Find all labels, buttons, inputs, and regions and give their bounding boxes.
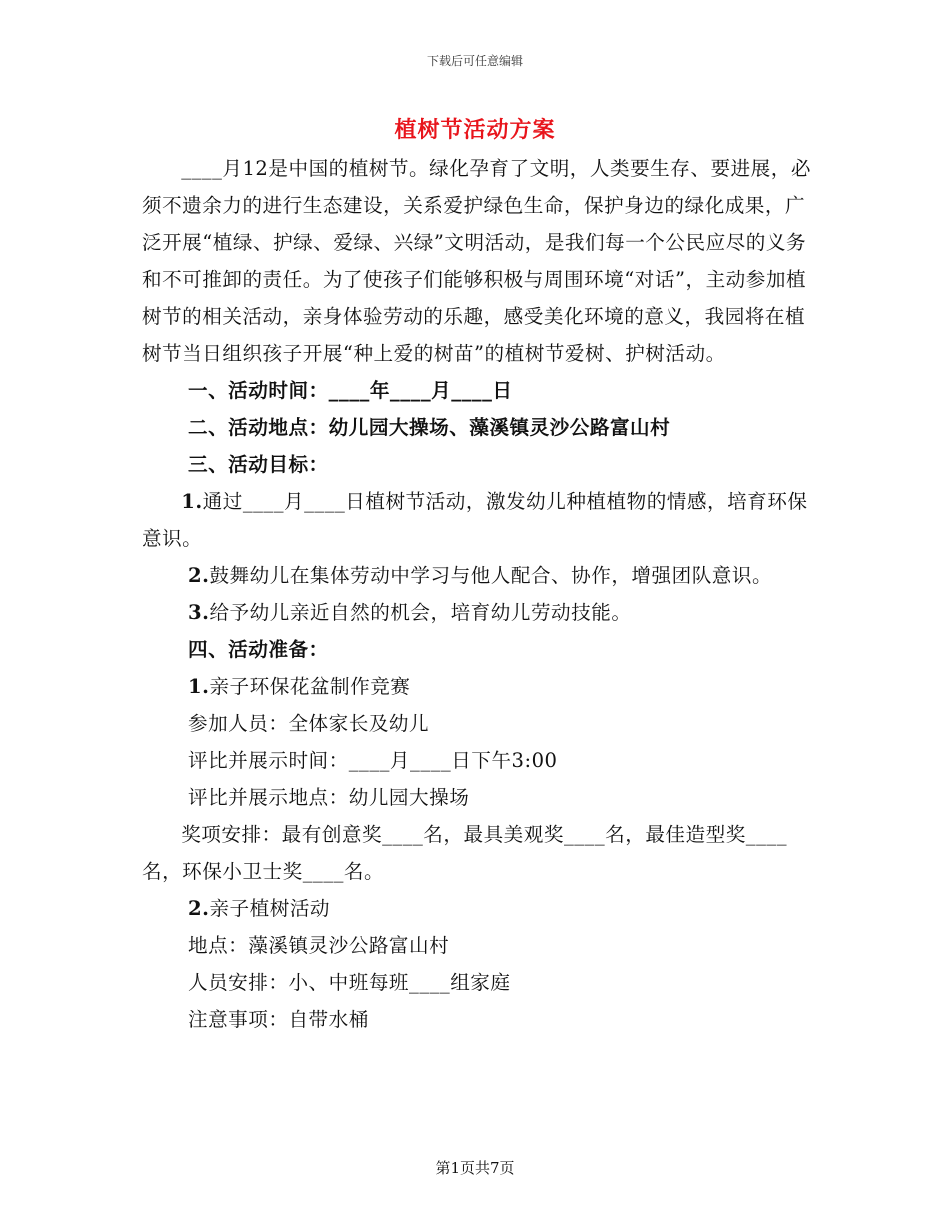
goal-2-text: 鼓舞幼儿在集体劳动中学习与他人配合、协作，增强团队意识。 bbox=[209, 564, 773, 587]
goal-item-3 bbox=[142, 594, 812, 631]
goal-1-number: 1. bbox=[181, 490, 203, 513]
prep-2-number: 2. bbox=[188, 897, 210, 920]
goal-item-1 bbox=[142, 483, 812, 557]
section-goals: 三、活动目标： bbox=[188, 453, 329, 476]
goal-1-text: 通过____月____日植树节活动，激发幼儿种植植物的情感，培育环保意识。 bbox=[142, 490, 808, 550]
goal-item-2 bbox=[142, 557, 812, 594]
prep-2-place: 地点：藻溪镇灵沙公路富山村 bbox=[188, 934, 450, 957]
page-number: 第1页共7页 bbox=[435, 1159, 515, 1177]
goal-3-number: 3. bbox=[188, 601, 210, 624]
prep-1-participants: 参加人员：全体家长及幼儿 bbox=[188, 712, 430, 735]
prep-item-2 bbox=[142, 890, 812, 927]
section-time: 一、活动时间：____年____月____日 bbox=[188, 379, 513, 402]
document-body bbox=[142, 150, 812, 1038]
goal-2-number: 2. bbox=[188, 564, 210, 587]
section-preparation: 四、活动准备： bbox=[188, 638, 329, 661]
header-note: 下载后可任意编辑 bbox=[426, 54, 523, 68]
prep-1-title: 亲子环保花盆制作竞赛 bbox=[209, 675, 411, 698]
section-location: 二、活动地点：幼儿园大操场、藻溪镇灵沙公路富山村 bbox=[188, 416, 671, 439]
prep-1-place: 评比并展示地点：幼儿园大操场 bbox=[188, 786, 470, 809]
prep-1-time: 评比并展示时间：____月____日下午3:00 bbox=[188, 749, 558, 772]
prep-2-staff: 人员安排：小、中班每班____组家庭 bbox=[188, 971, 511, 994]
prep-1-number: 1. bbox=[188, 675, 210, 698]
document-title: 植树节活动方案 bbox=[394, 117, 556, 143]
prep-1-awards: 奖项安排：最有创意奖____名，最具美观奖____名，最佳造型奖____名，环保小卫士奖____名。 bbox=[142, 823, 787, 883]
intro-paragraph: ____月12是中国的植树节。绿化孕育了文明，人类要生存、要进展，必须不遗余力的进行生态建设，关系爱护绿色生命，保护身边的绿化成果，广泛开展“植绿、护绿、爱绿、兴绿”文明活动，是我们每一个公民应尽的义务和不可推卸的责任。为了使孩子们能够积极与周围环境“对话”，主动参加植树节的相关活动，亲身体验劳动的乐趣，感受美化环境的意义，我园将在植树节当日组织孩子开展“种上爱的树苗”的植树节爱树、护树活动。 bbox=[142, 157, 811, 365]
prep-item-1 bbox=[142, 668, 812, 705]
prep-2-title: 亲子植树活动 bbox=[209, 897, 331, 920]
goal-3-text: 给予幼儿亲近自然的机会，培育幼儿劳动技能。 bbox=[209, 601, 632, 624]
prep-2-notes: 注意事项：自带水桶 bbox=[188, 1008, 369, 1031]
